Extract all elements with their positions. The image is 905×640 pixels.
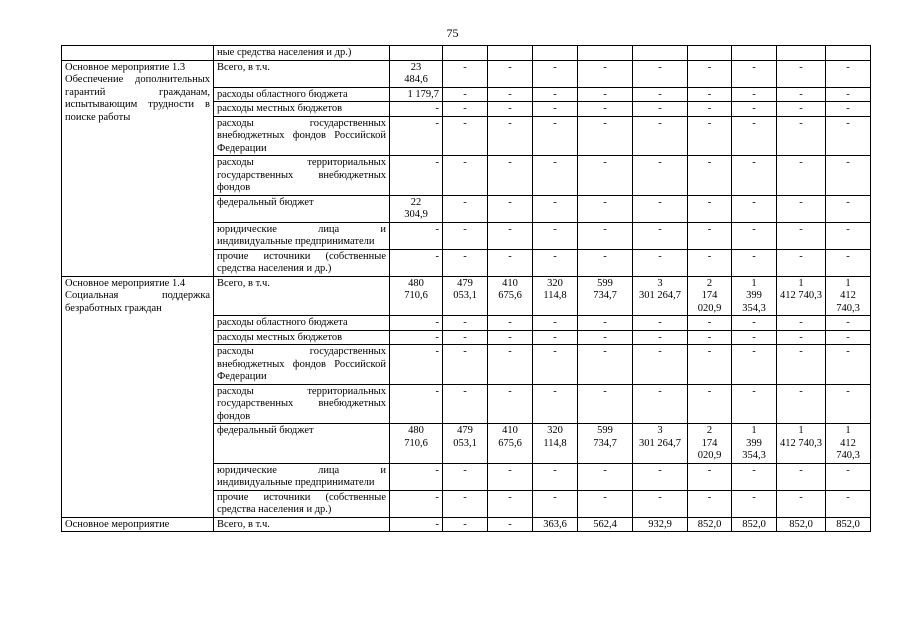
value-cell: -: [533, 345, 578, 385]
value-cell: -: [443, 330, 488, 345]
value-cell: 480 710,6: [390, 424, 443, 464]
value-cell: -: [732, 222, 777, 249]
value-cell: -: [578, 87, 633, 102]
value-cell: -: [488, 330, 533, 345]
value-cell: 23 484,6: [390, 60, 443, 87]
value-cell: -: [390, 490, 443, 517]
value-cell: -: [633, 156, 688, 196]
value-cell: 320 114,8: [533, 276, 578, 316]
value-cell: 3 301 264,7: [633, 424, 688, 464]
value-cell: -: [826, 463, 871, 490]
value-cell: [633, 46, 688, 61]
value-cell: -: [443, 345, 488, 385]
funding-source-cell: федеральный бюджет: [214, 424, 390, 464]
value-cell: -: [390, 517, 443, 532]
value-cell: 1 179,7: [390, 87, 443, 102]
value-cell: -: [777, 87, 826, 102]
value-cell: 480 710,6: [390, 276, 443, 316]
value-cell: -: [443, 222, 488, 249]
value-cell: -: [390, 316, 443, 331]
value-cell: -: [826, 102, 871, 117]
value-cell: 320 114,8: [533, 424, 578, 464]
value-cell: -: [443, 87, 488, 102]
value-cell: -: [777, 60, 826, 87]
value-cell: -: [688, 330, 732, 345]
value-cell: 479 053,1: [443, 276, 488, 316]
value-cell: -: [390, 330, 443, 345]
value-cell: -: [533, 87, 578, 102]
value-cell: -: [826, 60, 871, 87]
value-cell: -: [826, 345, 871, 385]
value-cell: -: [533, 490, 578, 517]
value-cell: -: [443, 490, 488, 517]
table-row: [62, 276, 871, 316]
value-cell: -: [826, 330, 871, 345]
value-cell: -: [443, 384, 488, 424]
value-cell: -: [826, 384, 871, 424]
value-cell: 599 734,7: [578, 424, 633, 464]
value-cell: [578, 46, 633, 61]
value-cell: -: [578, 316, 633, 331]
value-cell: -: [488, 195, 533, 222]
value-cell: -: [688, 195, 732, 222]
value-cell: -: [732, 330, 777, 345]
value-cell: -: [777, 249, 826, 276]
value-cell: -: [488, 463, 533, 490]
value-cell: -: [777, 384, 826, 424]
value-cell: -: [488, 316, 533, 331]
value-cell: [688, 46, 732, 61]
value-cell: -: [732, 87, 777, 102]
value-cell: -: [578, 222, 633, 249]
value-cell: 363,6: [533, 517, 578, 532]
value-cell: 562,4: [578, 517, 633, 532]
value-cell: -: [777, 345, 826, 385]
value-cell: -: [826, 87, 871, 102]
value-cell: -: [732, 316, 777, 331]
funding-source-cell: расходы территориальных государственных внебюджетных фондов: [214, 384, 390, 424]
value-cell: -: [688, 490, 732, 517]
value-cell: -: [390, 384, 443, 424]
value-cell: 2 174 020,9: [688, 424, 732, 464]
value-cell: -: [443, 60, 488, 87]
funding-source-cell: Всего, в т.ч.: [214, 276, 390, 316]
value-cell: -: [826, 222, 871, 249]
value-cell: 1 399 354,3: [732, 424, 777, 464]
value-cell: -: [826, 316, 871, 331]
table-body: [62, 46, 871, 532]
value-cell: -: [390, 463, 443, 490]
value-cell: -: [633, 116, 688, 156]
value-cell: -: [688, 102, 732, 117]
funding-source-cell: расходы местных бюджетов: [214, 330, 390, 345]
value-cell: -: [578, 156, 633, 196]
value-cell: -: [533, 316, 578, 331]
value-cell: -: [578, 102, 633, 117]
value-cell: [443, 46, 488, 61]
value-cell: -: [390, 156, 443, 196]
value-cell: 3 301 264,7: [633, 276, 688, 316]
value-cell: 852,0: [826, 517, 871, 532]
value-cell: [488, 46, 533, 61]
value-cell: -: [533, 249, 578, 276]
value-cell: [390, 46, 443, 61]
value-cell: -: [488, 345, 533, 385]
value-cell: -: [578, 249, 633, 276]
value-cell: -: [633, 249, 688, 276]
value-cell: 1 412 740,3: [826, 424, 871, 464]
value-cell: -: [688, 116, 732, 156]
value-cell: -: [390, 102, 443, 117]
funding-source-cell: прочие источники (собственные средства населения и др.): [214, 249, 390, 276]
value-cell: 852,0: [688, 517, 732, 532]
value-cell: -: [732, 102, 777, 117]
value-cell: -: [633, 102, 688, 117]
value-cell: 1 412 740,3: [826, 276, 871, 316]
value-cell: -: [777, 463, 826, 490]
funding-source-cell: федеральный бюджет: [214, 195, 390, 222]
value-cell: -: [777, 195, 826, 222]
value-cell: -: [633, 222, 688, 249]
value-cell: -: [488, 517, 533, 532]
value-cell: -: [488, 490, 533, 517]
value-cell: 1 412 740,3: [777, 424, 826, 464]
value-cell: -: [533, 195, 578, 222]
value-cell: -: [488, 60, 533, 87]
value-cell: -: [390, 222, 443, 249]
value-cell: [826, 46, 871, 61]
value-cell: -: [488, 156, 533, 196]
budget-table: [61, 45, 871, 532]
value-cell: -: [688, 87, 732, 102]
value-cell: -: [488, 222, 533, 249]
value-cell: -: [826, 116, 871, 156]
value-cell: -: [533, 222, 578, 249]
value-cell: -: [633, 490, 688, 517]
value-cell: -: [777, 116, 826, 156]
value-cell: -: [633, 316, 688, 331]
value-cell: [533, 46, 578, 61]
value-cell: -: [732, 463, 777, 490]
value-cell: 852,0: [777, 517, 826, 532]
value-cell: -: [633, 87, 688, 102]
value-cell: -: [533, 60, 578, 87]
value-cell: -: [443, 463, 488, 490]
value-cell: -: [533, 384, 578, 424]
value-cell: -: [633, 195, 688, 222]
value-cell: -: [633, 463, 688, 490]
measure-cell: Основное мероприятие: [62, 517, 214, 532]
value-cell: -: [732, 384, 777, 424]
table-row: [62, 46, 871, 61]
value-cell: -: [443, 156, 488, 196]
funding-source-cell: юридические лица и индивидуальные предприниматели: [214, 222, 390, 249]
value-cell: -: [443, 116, 488, 156]
table-row: [62, 60, 871, 87]
value-cell: -: [777, 316, 826, 331]
value-cell: -: [688, 222, 732, 249]
value-cell: [777, 46, 826, 61]
value-cell: 599 734,7: [578, 276, 633, 316]
value-cell: -: [488, 384, 533, 424]
value-cell: -: [826, 195, 871, 222]
value-cell: -: [443, 316, 488, 331]
value-cell: -: [443, 517, 488, 532]
funding-source-cell: юридические лица и индивидуальные предприниматели: [214, 463, 390, 490]
value-cell: 479 053,1: [443, 424, 488, 464]
measure-cell: Основное мероприятие 1.3 Обеспечение дополнительных гарантий гражданам, испытывающим трудности в поиске работы: [62, 60, 214, 276]
funding-source-cell: расходы государственных внебюджетных фондов Российской Федерации: [214, 116, 390, 156]
value-cell: -: [826, 490, 871, 517]
value-cell: -: [732, 60, 777, 87]
value-cell: -: [488, 87, 533, 102]
value-cell: -: [777, 222, 826, 249]
value-cell: -: [688, 156, 732, 196]
value-cell: -: [633, 330, 688, 345]
measure-cell: Основное мероприятие 1.4 Социальная поддержка безработных граждан: [62, 276, 214, 517]
value-cell: -: [732, 116, 777, 156]
value-cell: -: [688, 60, 732, 87]
funding-source-cell: расходы областного бюджета: [214, 316, 390, 331]
funding-source-cell: расходы областного бюджета: [214, 87, 390, 102]
value-cell: -: [688, 316, 732, 331]
value-cell: 2 174 020,9: [688, 276, 732, 316]
value-cell: 22 304,9: [390, 195, 443, 222]
value-cell: -: [826, 156, 871, 196]
value-cell: -: [688, 384, 732, 424]
value-cell: -: [390, 249, 443, 276]
value-cell: -: [488, 116, 533, 156]
value-cell: -: [443, 102, 488, 117]
value-cell: -: [533, 102, 578, 117]
value-cell: -: [578, 116, 633, 156]
value-cell: 410 675,6: [488, 276, 533, 316]
value-cell: -: [533, 156, 578, 196]
funding-source-cell: прочие источники (собственные средства населения и др.): [214, 490, 390, 517]
value-cell: -: [732, 195, 777, 222]
value-cell: -: [578, 195, 633, 222]
value-cell: -: [578, 463, 633, 490]
value-cell: 932,9: [633, 517, 688, 532]
value-cell: -: [732, 156, 777, 196]
value-cell: -: [777, 102, 826, 117]
funding-source-cell: расходы государственных внебюджетных фондов Российской Федерации: [214, 345, 390, 385]
value-cell: -: [633, 384, 688, 424]
value-cell: 410 675,6: [488, 424, 533, 464]
value-cell: -: [777, 156, 826, 196]
value-cell: -: [688, 345, 732, 385]
value-cell: -: [732, 490, 777, 517]
measure-cell-continued: [62, 46, 214, 61]
value-cell: -: [578, 384, 633, 424]
funding-source-cell: расходы местных бюджетов: [214, 102, 390, 117]
value-cell: -: [488, 102, 533, 117]
value-cell: -: [688, 463, 732, 490]
value-cell: -: [533, 463, 578, 490]
value-cell: -: [443, 249, 488, 276]
value-cell: -: [732, 345, 777, 385]
value-cell: -: [578, 60, 633, 87]
funding-source-cell: ные средства населения и др.): [214, 46, 390, 61]
value-cell: -: [633, 60, 688, 87]
value-cell: -: [390, 345, 443, 385]
value-cell: -: [533, 116, 578, 156]
value-cell: -: [533, 330, 578, 345]
value-cell: -: [578, 345, 633, 385]
value-cell: -: [633, 345, 688, 385]
value-cell: -: [488, 249, 533, 276]
value-cell: 1 399 354,3: [732, 276, 777, 316]
funding-source-cell: Всего, в т.ч.: [214, 60, 390, 87]
value-cell: -: [777, 490, 826, 517]
funding-source-cell: расходы территориальных государственных внебюджетных фондов: [214, 156, 390, 196]
value-cell: -: [578, 490, 633, 517]
value-cell: -: [443, 195, 488, 222]
value-cell: -: [390, 116, 443, 156]
funding-source-cell: Всего, в т.ч.: [214, 517, 390, 532]
value-cell: 1 412 740,3: [777, 276, 826, 316]
table-row: [62, 517, 871, 532]
value-cell: -: [732, 249, 777, 276]
value-cell: -: [688, 249, 732, 276]
value-cell: -: [777, 330, 826, 345]
value-cell: -: [578, 330, 633, 345]
value-cell: [732, 46, 777, 61]
value-cell: -: [826, 249, 871, 276]
value-cell: 852,0: [732, 517, 777, 532]
page-number: 75: [446, 26, 459, 40]
